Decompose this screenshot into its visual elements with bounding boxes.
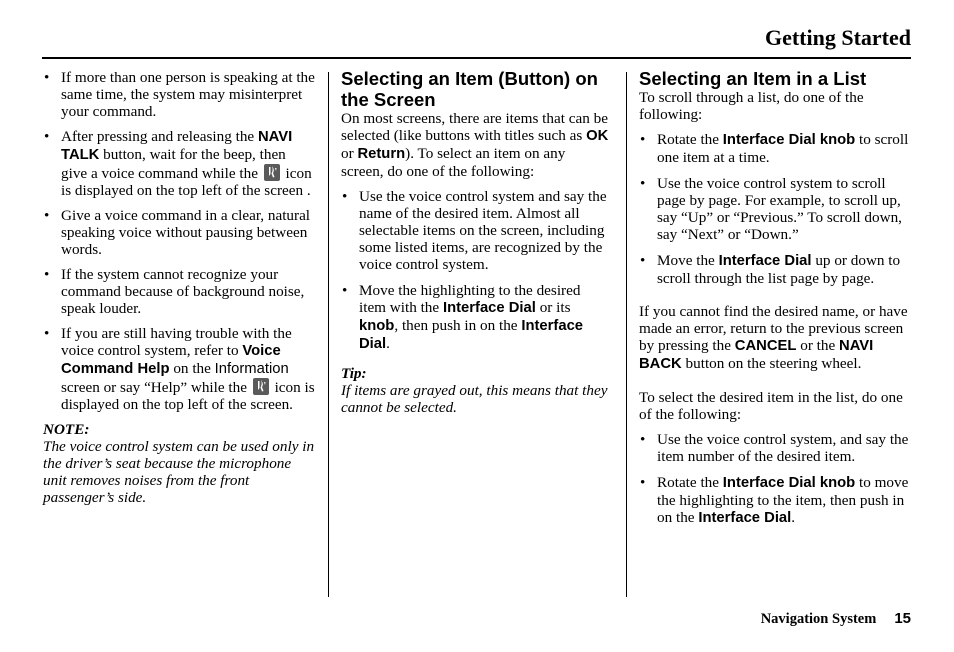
return-label: Return bbox=[357, 146, 406, 162]
section-heading: Selecting an Item in a List bbox=[639, 68, 867, 89]
list-item: • Move the highlighting to the desired item with the Interface Dial or its knob, then push in on the Interface Dial. bbox=[341, 282, 611, 353]
paragraph: If you cannot find the desired name, or have made an error, return to the previous screen by pressing the CANCEL or the NAVI BACK button on the steering wheel. bbox=[639, 303, 908, 372]
voice-command-help-label: Voice Command Help bbox=[61, 343, 281, 377]
note-label: NOTE: bbox=[43, 421, 90, 438]
list-item: • Use the voice control system to scroll page by page. For example, to scroll up, say “Up” or “Previous.” To scroll down, say “Next” or “Down.” bbox=[639, 175, 911, 243]
page-number: 15 bbox=[894, 610, 911, 627]
voice-talk-icon bbox=[253, 378, 269, 395]
list-item: • Use the voice control system, and say the item number of the desired item. bbox=[639, 431, 911, 465]
column-divider-1 bbox=[328, 72, 329, 597]
footer-label: Navigation System bbox=[760, 611, 877, 627]
list-item: • After pressing and releasing the NAVI TALK button, wait for the beep, then give a voice command while the icon is displayed on the top left of the screen . bbox=[43, 128, 315, 199]
interface-dial-label: Interface Dial bbox=[718, 253, 812, 269]
interface-dial-knob-label: Interface Dial knob bbox=[722, 475, 856, 491]
tip-label: Tip: bbox=[341, 365, 367, 382]
list-item: • Move the Interface Dial up or down to scroll through the list page by page. bbox=[639, 252, 911, 287]
information-label: Information bbox=[214, 361, 289, 377]
tip-text: If items are grayed out, this means that they cannot be selected. bbox=[341, 382, 608, 416]
navi-talk-label: NAVI TALK bbox=[61, 129, 293, 163]
list-item: • If more than one person is speaking at the same time, the system may misinterpret your command. bbox=[43, 69, 315, 120]
navi-back-label: NAVI BACK bbox=[639, 338, 874, 372]
voice-talk-icon bbox=[264, 164, 280, 181]
list-item: • Give a voice command in a clear, natural speaking voice without pausing between words. bbox=[43, 207, 315, 258]
tips-list bbox=[43, 69, 315, 413]
column-divider-2 bbox=[626, 72, 627, 597]
section-intro: On most screens, there are items that can be selected (like buttons with titles such as OK or Return). To select an item on any screen, do one of the following: bbox=[341, 110, 609, 180]
interface-dial-label: Interface Dial bbox=[359, 318, 584, 352]
interface-dial-label: Interface Dial bbox=[442, 300, 536, 316]
scroll-options-list bbox=[639, 131, 911, 287]
note-text: The voice control system can be used only in the driver’s seat because the microphone unit removes noises from the front passenger’s side. bbox=[43, 438, 315, 506]
column-3 bbox=[639, 68, 911, 527]
column-2 bbox=[341, 68, 611, 416]
section-intro: To scroll through a list, do one of the following: bbox=[639, 89, 864, 123]
list-item: • Use the voice control system and say the name of the desired item. Almost all selectable items on the screen, including some listed items, are recognized by the voice control system. bbox=[341, 188, 611, 273]
select-options-list bbox=[639, 431, 911, 527]
ok-label: OK bbox=[586, 128, 609, 144]
list-item: • Rotate the Interface Dial knob to scroll one item at a time. bbox=[639, 131, 911, 166]
steps-list bbox=[341, 188, 611, 353]
list-item: • If you are still having trouble with the voice control system, refer to Voice Command Help on the Information screen or say “Help” while the icon is displayed on the top left of the screen. bbox=[43, 325, 315, 413]
header-rule bbox=[42, 57, 911, 59]
section-heading: Selecting an Item (Button) on the Screen bbox=[341, 68, 598, 110]
list-item: • If the system cannot recognize your command because of background noise, speak louder. bbox=[43, 266, 315, 317]
cancel-label: CANCEL bbox=[734, 338, 797, 354]
interface-dial-label: Interface Dial bbox=[698, 510, 792, 526]
list-item: • Rotate the Interface Dial knob to move the highlighting to the item, then push in on the Interface Dial. bbox=[639, 474, 911, 527]
knob-label: knob bbox=[359, 318, 395, 334]
page-footer bbox=[761, 610, 911, 628]
paragraph: To select the desired item in the list, do one of the following: bbox=[639, 389, 903, 423]
column-1 bbox=[43, 68, 315, 506]
interface-dial-knob-label: Interface Dial knob bbox=[722, 132, 856, 148]
page-title: Getting Started bbox=[764, 25, 911, 50]
